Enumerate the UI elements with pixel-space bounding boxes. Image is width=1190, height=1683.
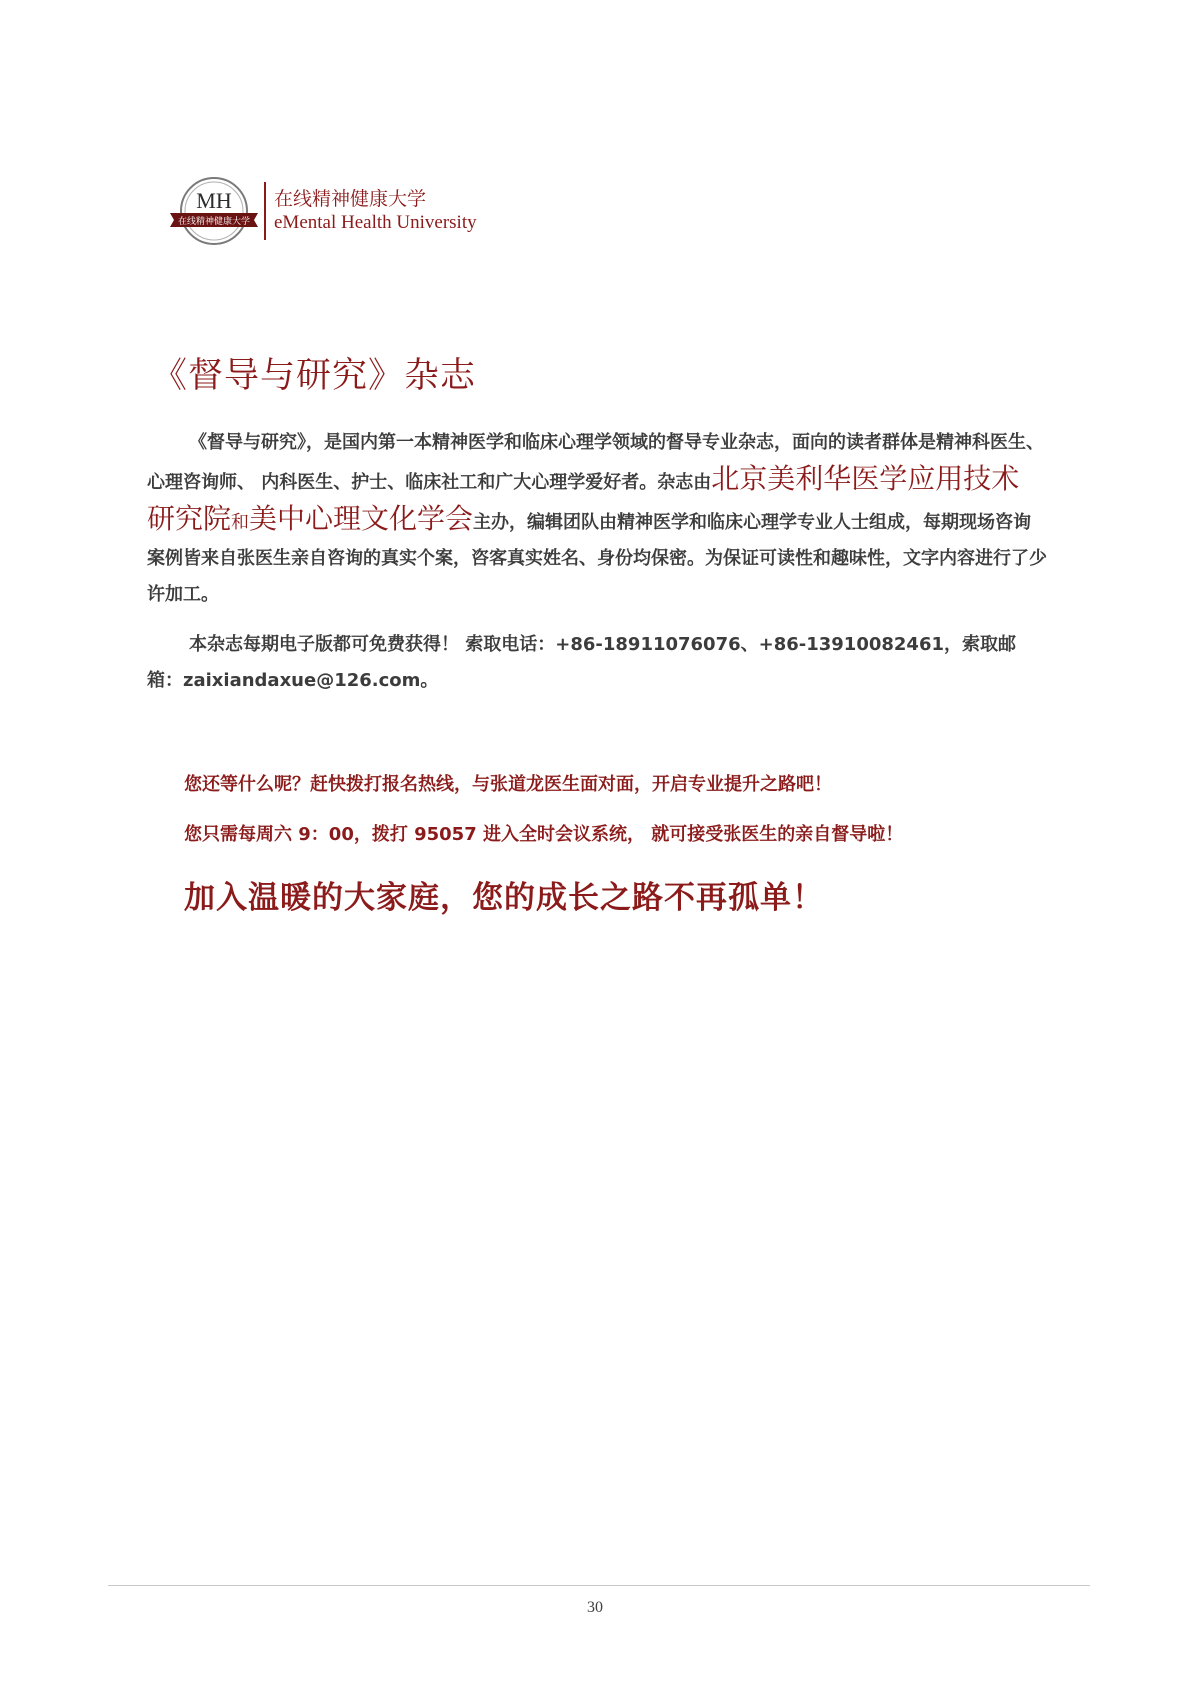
- logo-emblem-icon: [168, 175, 260, 247]
- page-number: 30: [587, 1599, 603, 1616]
- logo-monogram: MH: [196, 188, 232, 213]
- conjunction: 和: [231, 512, 250, 533]
- logo-emblem: [168, 175, 260, 247]
- footer-divider: [108, 1585, 1090, 1586]
- logo-name-cn: 在线精神健康大学: [274, 188, 427, 210]
- promo-line-1: 您还等什么呢？赶快拨打报名热线，与张道龙医生面对面，开启专业提升之路吧！: [184, 774, 832, 795]
- intro-paragraph: [147, 425, 1047, 613]
- promo-slogan: 加入温暖的大家庭，您的成长之路不再孤单！: [184, 880, 824, 916]
- organizer-2: 美中心理文化学会: [249, 502, 474, 535]
- logo-wordmark: [274, 187, 477, 235]
- intro-text-2: 主办，编辑团队由精神医学和临床心理学专业人士组成，每期现场咨询案例皆来自张医生亲自咨询的真实个案，咨客真实姓名、身份均保密。为保证可读性和趣味性，文字内容进行了少许加工。: [147, 512, 1047, 605]
- logo-divider: [264, 182, 266, 240]
- page-title: 《督导与研究》杂志: [152, 356, 477, 396]
- contact-paragraph: [147, 627, 1047, 699]
- logo-name-en: eMental Health University: [274, 212, 477, 233]
- intro-text-1: 《督导与研究》，是国内第一本精神医学和临床心理学领域的督导专业杂志，面向的读者群体是精神科医生、心理咨询师、 内科医生、护士、临床社工和广大心理学爱好者。杂志由: [147, 432, 1044, 493]
- organizer-1: 北京美利华医学应用技术研究院: [147, 462, 1020, 535]
- contact-text: 本杂志每期电子版都可免费获得！ 索取电话：+86-18911076076、+86-13910082461，索取邮箱：zaixiandaxue@126.com。: [147, 634, 1017, 691]
- logo-banner-text: 在线精神健康大学: [177, 217, 251, 227]
- logo: [168, 175, 477, 247]
- promo-line-2: 您只需每周六 9：00，拨打 95057 进入全时会议系统， 就可接受张医生的亲自督导啦！: [184, 824, 904, 845]
